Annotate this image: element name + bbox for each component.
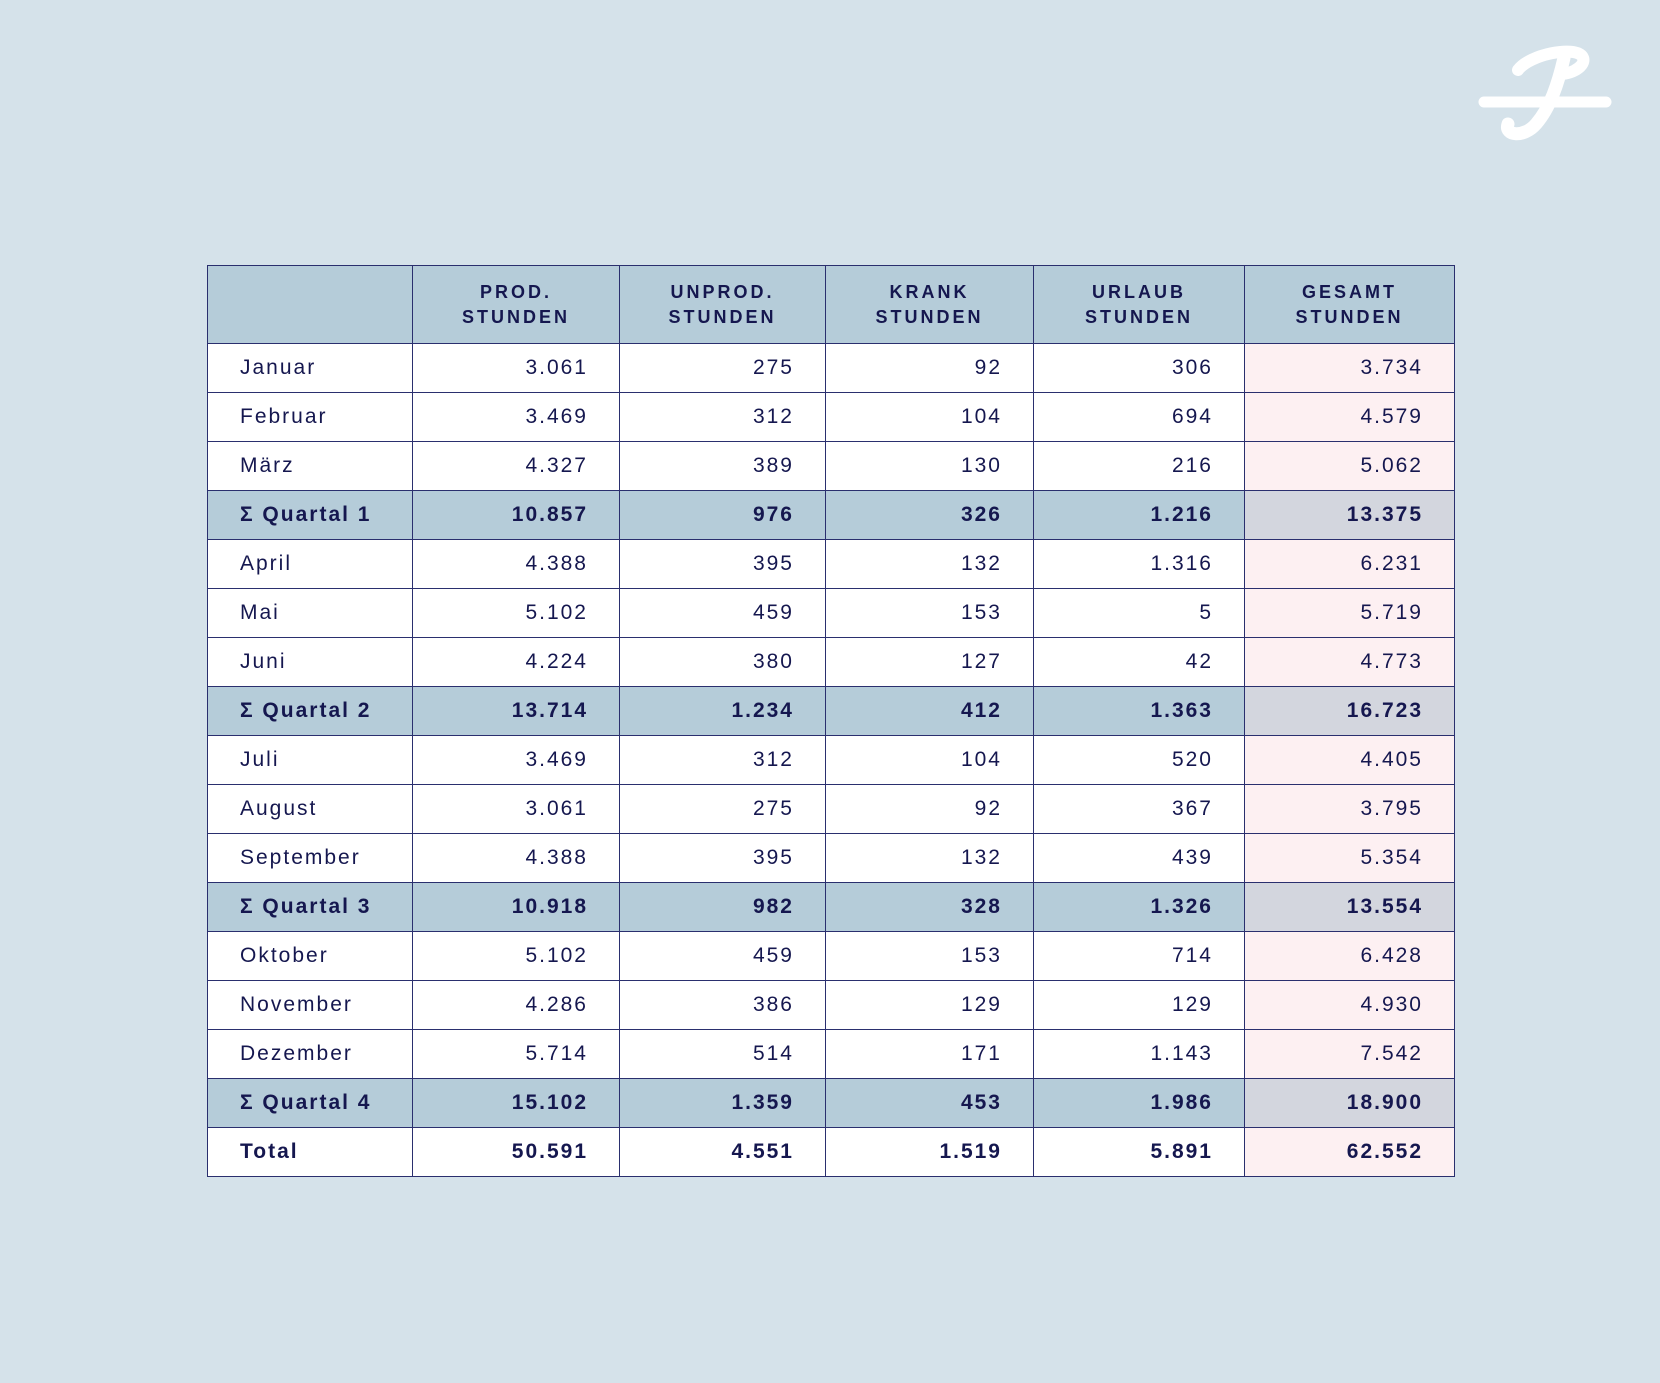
column-header-vacation-hours-column xyxy=(1034,266,1245,344)
table-cell-vacation-hours-column: 129 xyxy=(1034,981,1245,1030)
table-cell-vacation-hours-column: 42 xyxy=(1034,638,1245,687)
table-row xyxy=(208,981,1455,1030)
column-header-text: STUNDEN xyxy=(875,306,984,327)
table-cell-sick-hours-column: 127 xyxy=(826,638,1034,687)
column-header-text: KRANK xyxy=(889,281,970,302)
table-cell-total-hours-column: 3.734 xyxy=(1245,344,1455,393)
table-cell-vacation-hours-column: 1.986 xyxy=(1034,1079,1245,1128)
table-cell-sick-hours-column: 132 xyxy=(826,834,1034,883)
script-letter-logo-icon xyxy=(1478,44,1618,150)
table-cell-vacation-hours-column: 714 xyxy=(1034,932,1245,981)
table-cell-total-hours-column: 4.773 xyxy=(1245,638,1455,687)
table-row xyxy=(208,932,1455,981)
table-cell-vacation-hours-column: 439 xyxy=(1034,834,1245,883)
table-cell-sick-hours-column: 171 xyxy=(826,1030,1034,1079)
table-body xyxy=(208,344,1455,1177)
row-label: Total xyxy=(208,1128,413,1177)
row-label: Februar xyxy=(208,393,413,442)
table-cell-total-hours-column: 7.542 xyxy=(1245,1030,1455,1079)
table-cell-vacation-hours-column: 1.316 xyxy=(1034,540,1245,589)
table-cell-sick-hours-column: 453 xyxy=(826,1079,1034,1128)
table-cell-unprod-hours-column: 275 xyxy=(620,344,826,393)
column-header-text: GESAMT xyxy=(1301,281,1397,302)
table-cell-unprod-hours-column: 312 xyxy=(620,736,826,785)
row-label: August xyxy=(208,785,413,834)
table-cell-vacation-hours-column: 1.143 xyxy=(1034,1030,1245,1079)
column-header-sick-hours-column xyxy=(826,266,1034,344)
table-cell-vacation-hours-column: 694 xyxy=(1034,393,1245,442)
table-cell-unprod-hours-column: 380 xyxy=(620,638,826,687)
row-label: Σ Quartal 4 xyxy=(208,1079,413,1128)
table-cell-sick-hours-column: 153 xyxy=(826,589,1034,638)
row-label: Mai xyxy=(208,589,413,638)
table-cell-prod-hours-column: 4.327 xyxy=(413,442,620,491)
column-header-label-column xyxy=(208,266,413,344)
table-cell-unprod-hours-column: 312 xyxy=(620,393,826,442)
table-cell-sick-hours-column: 153 xyxy=(826,932,1034,981)
table-row xyxy=(208,442,1455,491)
grand-total-row xyxy=(208,1128,1455,1177)
column-header-unprod-hours-column xyxy=(620,266,826,344)
table-cell-unprod-hours-column: 1.234 xyxy=(620,687,826,736)
hours-table xyxy=(207,265,1455,1177)
table-row xyxy=(208,638,1455,687)
table-cell-unprod-hours-column: 459 xyxy=(620,589,826,638)
table-cell-total-hours-column: 5.719 xyxy=(1245,589,1455,638)
table-cell-sick-hours-column: 130 xyxy=(826,442,1034,491)
table-cell-sick-hours-column: 326 xyxy=(826,491,1034,540)
row-label: April xyxy=(208,540,413,589)
table-row xyxy=(208,393,1455,442)
table-cell-unprod-hours-column: 275 xyxy=(620,785,826,834)
table-cell-vacation-hours-column: 5.891 xyxy=(1034,1128,1245,1177)
table-cell-prod-hours-column: 5.102 xyxy=(413,932,620,981)
table-cell-prod-hours-column: 3.469 xyxy=(413,393,620,442)
table-cell-total-hours-column: 6.428 xyxy=(1245,932,1455,981)
row-label: Σ Quartal 1 xyxy=(208,491,413,540)
table-cell-total-hours-column: 6.231 xyxy=(1245,540,1455,589)
table-cell-total-hours-column: 62.552 xyxy=(1245,1128,1455,1177)
quarter-subtotal-row xyxy=(208,883,1455,932)
table-cell-vacation-hours-column: 367 xyxy=(1034,785,1245,834)
table-cell-prod-hours-column: 10.857 xyxy=(413,491,620,540)
table-cell-total-hours-column: 4.930 xyxy=(1245,981,1455,1030)
column-header-text: URLAUB xyxy=(1092,281,1186,302)
table-cell-prod-hours-column: 4.286 xyxy=(413,981,620,1030)
column-header-prod-hours-column xyxy=(413,266,620,344)
column-header-text: STUNDEN xyxy=(461,306,570,327)
table-cell-prod-hours-column: 3.469 xyxy=(413,736,620,785)
table-cell-unprod-hours-column: 976 xyxy=(620,491,826,540)
table-cell-vacation-hours-column: 1.363 xyxy=(1034,687,1245,736)
quarter-subtotal-row xyxy=(208,491,1455,540)
table-cell-prod-hours-column: 13.714 xyxy=(413,687,620,736)
table-cell-total-hours-column: 18.900 xyxy=(1245,1079,1455,1128)
table-row xyxy=(208,834,1455,883)
table-row xyxy=(208,540,1455,589)
table-row xyxy=(208,589,1455,638)
column-header-text: PROD. xyxy=(479,281,552,302)
table-cell-sick-hours-column: 104 xyxy=(826,393,1034,442)
table-cell-vacation-hours-column: 1.216 xyxy=(1034,491,1245,540)
table-cell-unprod-hours-column: 395 xyxy=(620,540,826,589)
row-label: März xyxy=(208,442,413,491)
table-cell-prod-hours-column: 4.224 xyxy=(413,638,620,687)
table-row xyxy=(208,344,1455,393)
table-cell-prod-hours-column: 15.102 xyxy=(413,1079,620,1128)
table-cell-prod-hours-column: 5.714 xyxy=(413,1030,620,1079)
table-cell-sick-hours-column: 104 xyxy=(826,736,1034,785)
table-cell-unprod-hours-column: 514 xyxy=(620,1030,826,1079)
table-cell-sick-hours-column: 132 xyxy=(826,540,1034,589)
row-label: Juni xyxy=(208,638,413,687)
row-label: Dezember xyxy=(208,1030,413,1079)
row-label: Juli xyxy=(208,736,413,785)
table-header xyxy=(208,266,1455,344)
quarter-subtotal-row xyxy=(208,687,1455,736)
column-header-total-hours-column xyxy=(1245,266,1455,344)
table-cell-prod-hours-column: 10.918 xyxy=(413,883,620,932)
row-label: Januar xyxy=(208,344,413,393)
table-cell-prod-hours-column: 50.591 xyxy=(413,1128,620,1177)
table-cell-total-hours-column: 5.354 xyxy=(1245,834,1455,883)
table-cell-vacation-hours-column: 5 xyxy=(1034,589,1245,638)
row-label: Σ Quartal 3 xyxy=(208,883,413,932)
table-cell-unprod-hours-column: 389 xyxy=(620,442,826,491)
table-row xyxy=(208,785,1455,834)
table-cell-sick-hours-column: 328 xyxy=(826,883,1034,932)
column-header-text: STUNDEN xyxy=(668,306,777,327)
table-cell-prod-hours-column: 5.102 xyxy=(413,589,620,638)
table-cell-total-hours-column: 5.062 xyxy=(1245,442,1455,491)
table-row xyxy=(208,1030,1455,1079)
table-cell-sick-hours-column: 92 xyxy=(826,344,1034,393)
column-header-text: UNPROD. xyxy=(670,281,775,302)
row-label: September xyxy=(208,834,413,883)
header-row xyxy=(208,266,1455,344)
table-cell-sick-hours-column: 412 xyxy=(826,687,1034,736)
table-cell-sick-hours-column: 92 xyxy=(826,785,1034,834)
column-header-text: STUNDEN xyxy=(1084,306,1193,327)
quarter-subtotal-row xyxy=(208,1079,1455,1128)
column-header-text: STUNDEN xyxy=(1295,306,1404,327)
table-cell-total-hours-column: 13.375 xyxy=(1245,491,1455,540)
table-cell-vacation-hours-column: 216 xyxy=(1034,442,1245,491)
table-cell-prod-hours-column: 4.388 xyxy=(413,540,620,589)
table-cell-unprod-hours-column: 1.359 xyxy=(620,1079,826,1128)
table-cell-vacation-hours-column: 520 xyxy=(1034,736,1245,785)
row-label: Oktober xyxy=(208,932,413,981)
table-row xyxy=(208,736,1455,785)
row-label: Σ Quartal 2 xyxy=(208,687,413,736)
table-cell-prod-hours-column: 3.061 xyxy=(413,785,620,834)
table-cell-prod-hours-column: 4.388 xyxy=(413,834,620,883)
table-cell-total-hours-column: 13.554 xyxy=(1245,883,1455,932)
table-cell-unprod-hours-column: 982 xyxy=(620,883,826,932)
table-cell-unprod-hours-column: 386 xyxy=(620,981,826,1030)
table-cell-unprod-hours-column: 395 xyxy=(620,834,826,883)
table-cell-total-hours-column: 3.795 xyxy=(1245,785,1455,834)
table-cell-total-hours-column: 4.579 xyxy=(1245,393,1455,442)
table-cell-vacation-hours-column: 1.326 xyxy=(1034,883,1245,932)
table-cell-unprod-hours-column: 459 xyxy=(620,932,826,981)
table-cell-unprod-hours-column: 4.551 xyxy=(620,1128,826,1177)
table-cell-vacation-hours-column: 306 xyxy=(1034,344,1245,393)
table-cell-total-hours-column: 16.723 xyxy=(1245,687,1455,736)
table-cell-sick-hours-column: 129 xyxy=(826,981,1034,1030)
row-label: November xyxy=(208,981,413,1030)
table-cell-total-hours-column: 4.405 xyxy=(1245,736,1455,785)
table-cell-prod-hours-column: 3.061 xyxy=(413,344,620,393)
table-cell-sick-hours-column: 1.519 xyxy=(826,1128,1034,1177)
